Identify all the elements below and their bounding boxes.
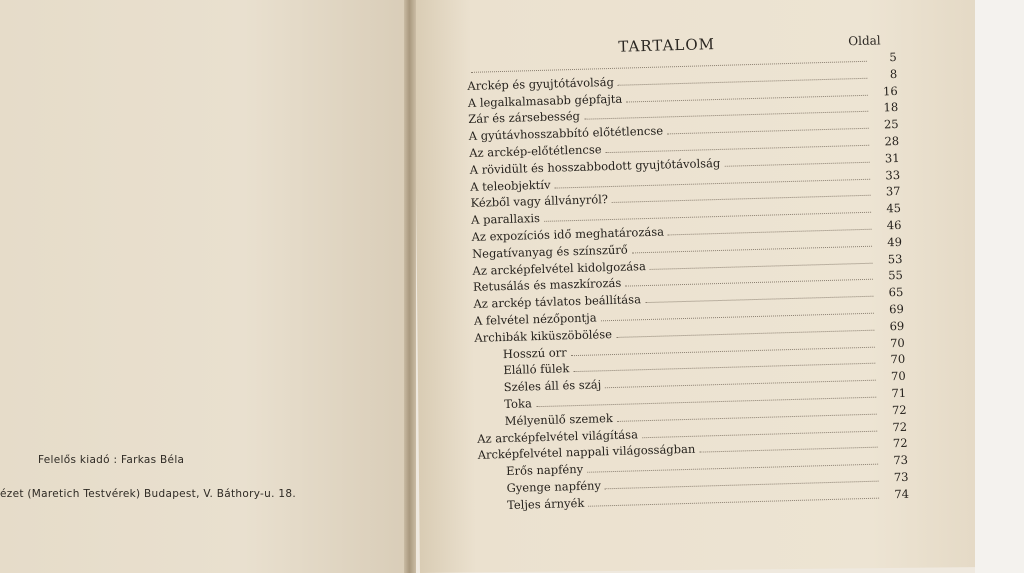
- toc-entry-page: 69: [889, 318, 905, 334]
- dot-leader: [625, 279, 873, 287]
- dot-leader: [667, 128, 869, 135]
- toc-entry-title: Archibák kiküszöbölése: [474, 326, 613, 345]
- toc-entry-title: Gyenge napfény: [506, 478, 602, 495]
- toc-entry-title: Az arckép-előtétlencse: [469, 142, 602, 160]
- toc-entry-page: 16: [882, 83, 898, 98]
- toc-entry-page: 70: [890, 368, 906, 384]
- page-column-label: Oldal: [848, 33, 881, 49]
- toc-entry-page: 72: [892, 419, 908, 434]
- toc-entry-title: Az arcképfelvétel kidolgozása: [472, 258, 647, 278]
- printer-imprint: ézet (Maretich Testvérek) Budapest, V. Báthory-u. 18.: [0, 488, 296, 500]
- toc-entry-title: Arckép és gyujtótávolság: [467, 74, 615, 93]
- toc-entry-title: A felvétel nézőpontja: [473, 310, 597, 328]
- toc-entry-title: Hosszú orr: [502, 344, 567, 361]
- toc-entry-title: Erős napfény: [505, 462, 584, 479]
- toc-entry-title: Retusálás és maszkírozás: [472, 276, 622, 295]
- dot-leader: [626, 94, 867, 102]
- toc-entry-title: Az expozíciós idő meghatározása: [471, 224, 665, 244]
- dot-leader: [632, 245, 872, 253]
- toc-entry-page: 49: [887, 234, 903, 250]
- toc-entry-title: Az arckép távlatos beállítása: [473, 292, 642, 312]
- dot-leader: [699, 447, 877, 453]
- toc-entry-page: 28: [884, 133, 900, 149]
- dot-leader: [668, 229, 871, 236]
- toc-entry-title: Toka: [504, 396, 533, 411]
- dot-leader: [642, 430, 877, 438]
- toc-entry-page: 73: [893, 469, 909, 485]
- toc-entry-title: Negatívanyag és színszűrő: [471, 242, 628, 261]
- toc-entry-page: 45: [886, 201, 902, 216]
- toc-entry-page: 18: [883, 100, 899, 115]
- toc-entry-title: Elálló fülek: [503, 361, 570, 378]
- toc-entry-page: 70: [890, 352, 906, 367]
- toc-title: TARTALOM: [618, 35, 716, 56]
- toc-entry-page: 5: [889, 49, 897, 65]
- toc-entry-title: A rövidült és hosszabbodott gyujtótávolság: [469, 155, 721, 177]
- toc-entry-title: Mélyenülő szemek: [504, 410, 613, 428]
- toc-entry-title: Széles áll és száj: [503, 377, 602, 395]
- dot-leader: [650, 262, 873, 269]
- toc-entry-page: 33: [885, 167, 901, 182]
- book-gutter: [404, 0, 416, 573]
- toc-entry-page: 72: [892, 436, 908, 451]
- toc-entries: [467, 50, 909, 515]
- toc-entry-title: A parallaxis: [470, 211, 541, 228]
- toc-entry-page: 25: [883, 117, 899, 132]
- table-of-contents: [465, 0, 951, 573]
- toc-entry-page: 65: [888, 285, 904, 300]
- toc-entry-page: 55: [888, 268, 904, 283]
- toc-entry-title: Az arcképfelvétel világítása: [477, 426, 639, 446]
- toc-entry-page: 73: [893, 452, 909, 468]
- toc-entry-page: 31: [884, 150, 900, 166]
- toc-entry-page: 70: [889, 335, 905, 350]
- toc-entry-title: Zár és zársebesség: [468, 109, 581, 127]
- toc-entry-page: 69: [888, 301, 904, 317]
- dot-leader: [588, 497, 879, 506]
- toc-entry-page: 71: [891, 385, 907, 401]
- toc-entry-page: 8: [889, 66, 898, 81]
- dot-leader: [724, 162, 869, 167]
- dot-leader: [618, 78, 867, 86]
- toc-entry-page: 72: [891, 402, 907, 417]
- toc-entry-title: A teleobjektív: [470, 177, 551, 194]
- toc-entry-page: 46: [886, 217, 902, 233]
- toc-entry-title: A gyútávhosszabbító előtétlencse: [468, 123, 664, 144]
- background-surface: [975, 0, 1024, 573]
- toc-entry-page: 37: [885, 184, 901, 199]
- toc-entry-title: Arcképfelvétel nappali világosságban: [477, 442, 696, 463]
- toc-entry-title: Kézből vagy állványról?: [470, 192, 609, 211]
- toc-entry-title: A legalkalmasabb gépfajta: [467, 91, 623, 110]
- toc-entry-page: 53: [887, 251, 903, 266]
- dot-leader: [645, 296, 873, 303]
- toc-entry-page: 74: [894, 486, 910, 501]
- publisher-imprint: Felelős kiadó : Farkas Béla: [38, 454, 185, 466]
- toc-entry-title: Teljes árnyék: [506, 495, 585, 512]
